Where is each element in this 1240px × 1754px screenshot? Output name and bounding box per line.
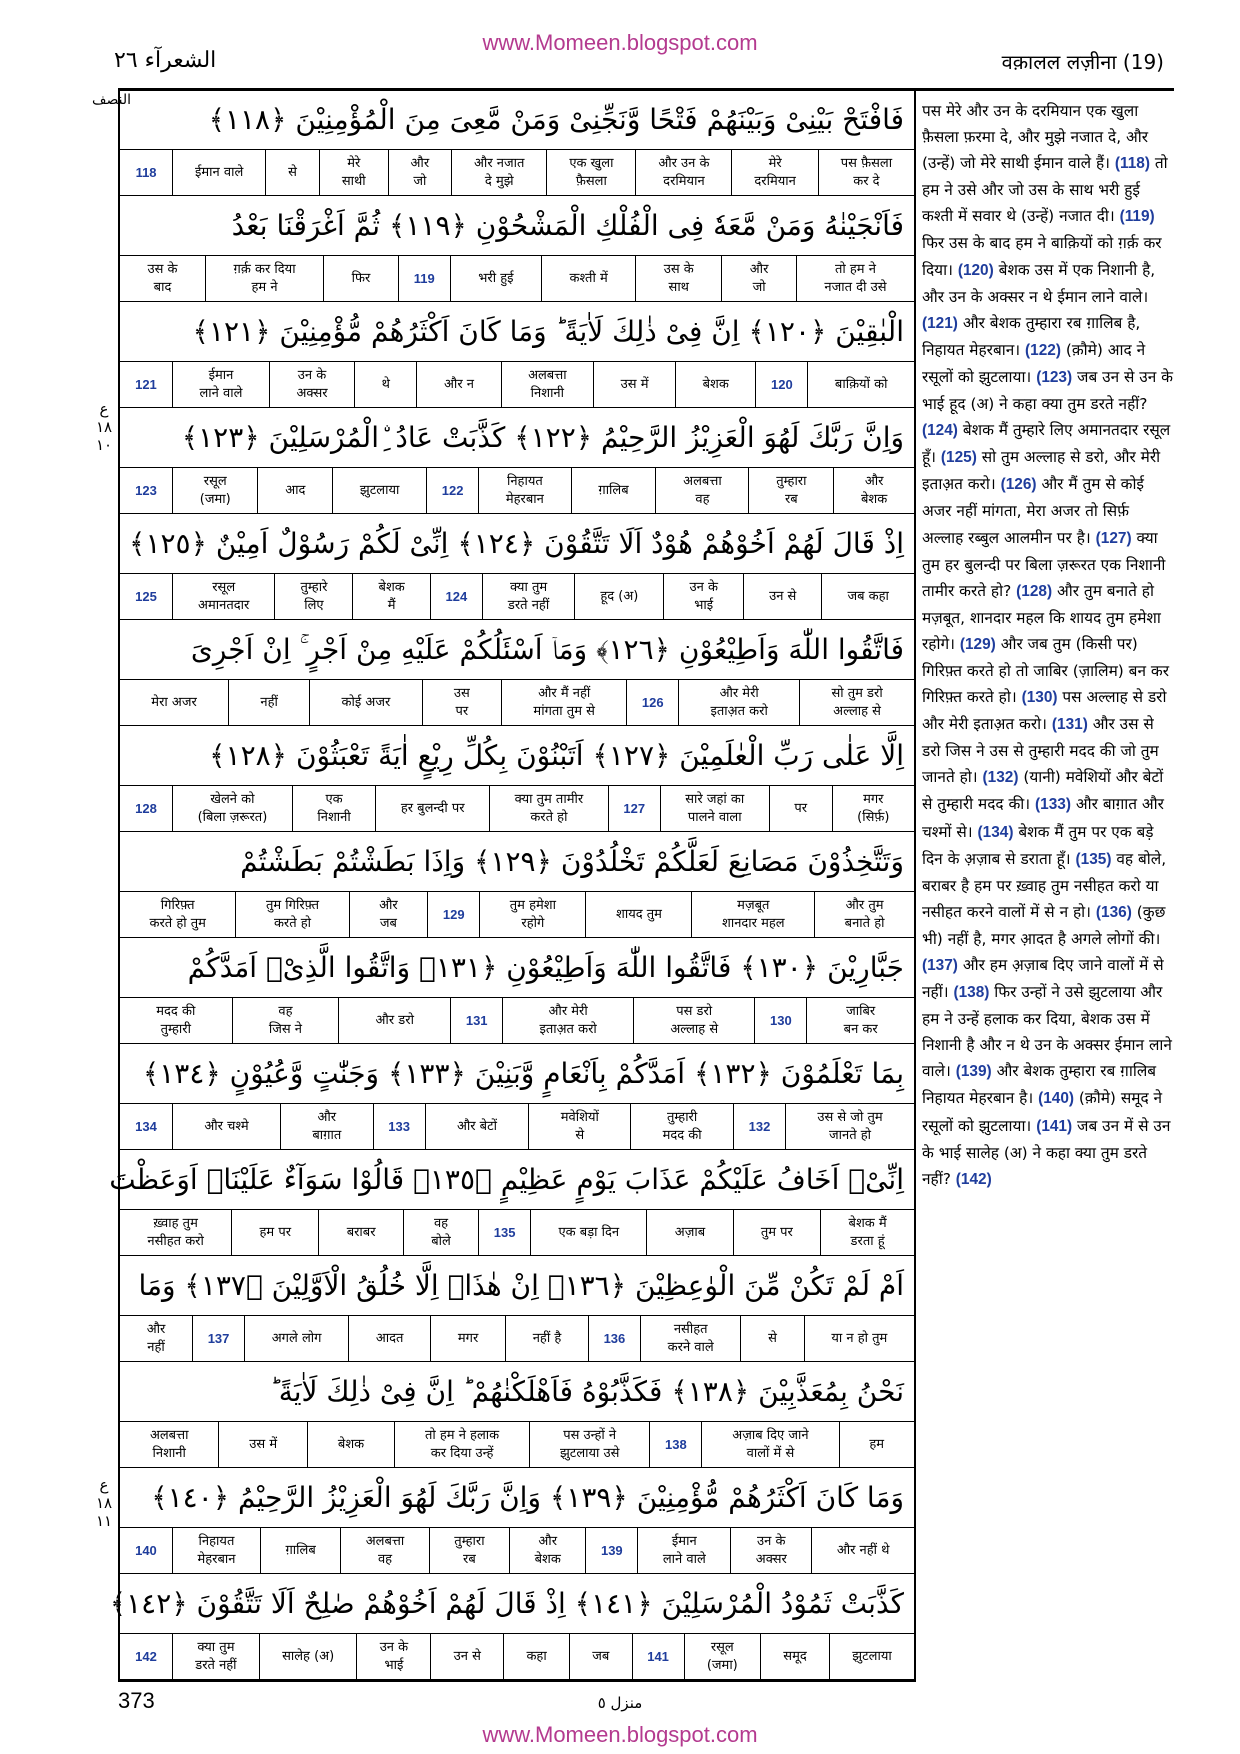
margin-note-nisf: النصف (92, 92, 132, 108)
arabic-verse-line: الْبٰقِيْنَ ﴿١٢٠﴾ اِنَّ فِىْ ذٰلِكَ لَاٰيَةً ؕ وَمَا كَانَ اَكْثَرُهُمْ مُّؤْمِنِيْنَ ﴿١٢١﴾ (192, 315, 904, 349)
word-gloss-row (120, 1315, 914, 1362)
gloss-cell: नहीं (228, 680, 309, 725)
gloss-cell: सालेह (अ) (259, 1634, 357, 1679)
gloss-cell: और उन के दरमियान (635, 150, 731, 195)
translation-verse-number: (138) (953, 984, 990, 1002)
translation-verse-number: (120) (957, 261, 994, 279)
gloss-cell: उन के अक्सर (269, 362, 354, 407)
gloss-cell: और जब (349, 892, 428, 937)
translation-verse-number: (131) (1051, 716, 1088, 734)
verse-number-cell: 121 (135, 376, 157, 392)
translation-verse-number: (119) (1119, 208, 1155, 226)
gloss-cell: रसूल (जमा) (684, 1634, 760, 1679)
verse-number-cell: 135 (478, 1210, 530, 1255)
gloss-cell: और बेशक (509, 1528, 585, 1573)
verse-number-cell: 139 (585, 1528, 637, 1573)
verse-number-cell: 123 (135, 482, 157, 498)
translation-text: पस अल्लाह से डरो और मेरी इताअ़त करो। (922, 688, 1167, 734)
translation-verse-number: (129) (959, 635, 996, 653)
arabic-verse-line: نَحْنُ بِمُعَذَّبِيْنَ ﴿١٣٨﴾ فَكَذَّبُوْهُ فَاَهْلَكْنٰهُمْ ؕ اِنَّ فِىْ ذٰلِكَ لَاٰيَةً ؕ (269, 1375, 904, 1409)
gloss-cell: बेशक मैं डरता हूं (820, 1210, 914, 1255)
gloss-cell: वह बोले (403, 1210, 478, 1255)
verse-number-cell: 141 (632, 1634, 684, 1679)
translation-text: और मैं तुम से कोई अजर नहीं मांगता, मेरा अजर तो सिर्फ़ अल्लाह रब्बुल आलमीन पर है। (922, 475, 1144, 547)
gloss-cell: ग़र्क़ कर दिया हम ने (205, 256, 323, 301)
gloss-cell: तुम हमेशा रहोगे (479, 892, 585, 937)
gloss-cell: और मेरी इताअ़त करो (678, 680, 799, 725)
gloss-cell: उस के बाद (147, 261, 178, 295)
gloss-cell: वह जिस ने (232, 998, 339, 1043)
gloss-cell: झुटलाया (829, 1634, 914, 1679)
word-gloss-row (120, 785, 914, 832)
gloss-cell: तुम गिरिफ़्त करते हो (235, 892, 348, 937)
arabic-verse-line: كَذَّبَتْ ثَمُوْدُ الْمُرْسَلِيْنَ ﴿١٤١﴾ اِذْ قَالَ لَهُمْ اَخُوْهُمْ صٰلِحٌ اَلَا تَتَّقُوْنَ ﴿١٤٢﴾ (109, 1587, 904, 1621)
site-url-bottom[interactable]: www.Momeen.blogspot.com (482, 1722, 758, 1747)
gloss-cell: और जो (721, 256, 796, 301)
translation-verse-number: (140) (1038, 1090, 1075, 1108)
verse-number-cell: 137 (192, 1316, 244, 1361)
translation-verse-number: (136) (1095, 903, 1132, 921)
word-gloss-row (120, 573, 914, 620)
translation-verse-number: (125) (940, 449, 977, 467)
site-url-top[interactable]: www.Momeen.blogspot.com (482, 30, 758, 55)
word-gloss-row (120, 679, 914, 726)
gloss-cell: तो हम ने हलाक कर दिया उन्हें (394, 1422, 529, 1467)
translation-verse-number: (133) (1035, 796, 1071, 814)
page-number: 373 (118, 1688, 155, 1713)
arabic-verse-line: وَاِنَّ رَبَّكَ لَهُوَ الْعَزِيْزُ الرَّحِيْمُ ﴿١٢٢﴾ كَذَّبَتْ عَادُ ِۨالْمُرْسَلِيْنَ ﴿١٢٣﴾ (181, 421, 904, 455)
gloss-cell: या न हो तुम (804, 1316, 914, 1361)
gloss-cell: तुम पर (733, 1210, 821, 1255)
gloss-cell: अज़ाब (646, 1210, 732, 1255)
gloss-cell: फिर (323, 256, 398, 301)
translation-text: जब उन से उन के भाई हूद (अ) ने कहा क्या तुम डरते नहीं? (922, 367, 1173, 414)
gloss-cell: पस डरो अल्लाह से (633, 998, 754, 1043)
translation-verse-number: (137) (922, 957, 958, 974)
gloss-cell: कश्ती में (541, 256, 635, 301)
translation-verse-number: (139) (955, 1063, 992, 1081)
gloss-cell: बेशक (307, 1422, 394, 1467)
gloss-cell: क्या तुम तामीर करते हो (489, 786, 608, 831)
verse-number-cell: 131 (450, 998, 502, 1043)
translation-text: वह बोले, बराबर है हम पर ख़्वाह तुम नसीहत करो या नसीहत करने वालों में से न हो। (922, 849, 1167, 921)
gloss-cell: गिरिफ़्त करते हो तुम (149, 897, 206, 931)
translation-verse-number: (134) (977, 823, 1014, 841)
translation-verse-number: (130) (1021, 689, 1058, 707)
translation-verse-number: (128) (1016, 582, 1053, 600)
translation-text: बेशक मैं तुम्हारे लिए अमानतदार रसूल हूँ। (922, 421, 1171, 467)
gloss-cell: अलबत्ता निशानी (149, 1427, 189, 1461)
translation-verse-number: (142) (955, 1170, 992, 1188)
gloss-cell: अलबत्ता निशानी (501, 362, 594, 407)
gloss-cell: खेलने को (बिला ज़रूरत) (172, 786, 292, 831)
gloss-cell: उन से (430, 1634, 503, 1679)
arabic-verse-line: فَاتَّقُوا اللّٰهَ وَاَطِيْعُوْنِ ﴿١٢٦﴾ وَمَاۤ اَسْئَلُكُمْ عَلَيْهِ مِنْ اَجْرٍ ۚ اِنْ اَجْرِىَ (190, 632, 904, 666)
gloss-cell: उस पर (422, 680, 502, 725)
gloss-cell: बाक़ियों को (807, 362, 914, 407)
margin-ruku-marker-2: ع ١٨ ١١ (95, 1476, 113, 1530)
word-gloss-row (120, 891, 914, 938)
gloss-cell: उस के साथ (635, 256, 721, 301)
word-gloss-row (120, 1527, 914, 1574)
verse-number-cell: 119 (398, 256, 450, 301)
translation-verse-number: (132) (982, 769, 1019, 787)
page-header-hindi: الشعرآء ٢٦ (114, 48, 217, 73)
verse-number-cell: 120 (755, 362, 807, 407)
translation-verse-number: (127) (1095, 529, 1132, 547)
gloss-cell: से (740, 1316, 803, 1361)
translation-text: (कुछ भी) नहीं है, मगर आ़दत है अगले लोगों की। (922, 902, 1166, 948)
page-header-title: वक़ालल लज़ीना (19) (1001, 50, 1164, 74)
gloss-cell: और मेरी इताअ़त करो (502, 998, 633, 1043)
translation-verse-number: (126) (1000, 476, 1037, 494)
gloss-cell: मगर (सिर्फ़) (832, 786, 914, 831)
gloss-cell: मेरे दरमियान (731, 150, 817, 195)
gloss-cell: समूद (760, 1634, 829, 1679)
gloss-cell: हर बुलन्दी पर (375, 786, 489, 831)
verse-number-cell: 138 (649, 1422, 701, 1467)
verse-number-cell: 129 (427, 892, 479, 937)
gloss-cell: कोई अजर (309, 680, 421, 725)
gloss-cell: अज़ाब दिए जाने वालों में से (701, 1422, 838, 1467)
gloss-cell: नसीहत करने वाले (640, 1316, 740, 1361)
gloss-cell: तुम्हारा रब (748, 468, 833, 513)
verse-number-cell: 134 (135, 1118, 157, 1134)
translation-verse-number: (121) (922, 314, 958, 332)
translation-text: जब उन में से उन के भाई सालेह (अ) ने कहा क्या तुम डरते नहीं? (922, 1116, 1171, 1188)
gloss-cell: ग़ालिब (571, 468, 656, 513)
verse-number-cell: 126 (626, 680, 678, 725)
translation-verse (922, 102, 1155, 172)
gloss-cell: उन से (743, 574, 821, 619)
word-gloss-row (120, 997, 914, 1044)
gloss-cell: पस उन्हों ने झुटलाया उसे (529, 1422, 649, 1467)
gloss-cell: हूद (अ) (574, 574, 663, 619)
word-gloss-row (120, 149, 914, 196)
gloss-cell: जब कहा (821, 574, 914, 619)
gloss-cell: कहा (503, 1634, 569, 1679)
gloss-cell: भरी हुई (450, 256, 541, 301)
translation-text: तो हम ने उसे और जो उस के साथ भरी हुई कश्ती में सवार थे (उन्हें) नजात दी। (922, 154, 1168, 226)
arabic-verse-line: اَمْ لَمْ تَكُنْ مِّنَ الْوٰعِظِيْنَ ﴿١٣٦﴾ اِنْ هٰذَاۤ اِلَّا خُلُقُ الْاَوَّلِيْنَ ﴿١٣٧﴾ وَمَا (138, 1269, 904, 1303)
gloss-cell: एक बड़ा दिन (530, 1210, 646, 1255)
gloss-cell: और नहीं (146, 1321, 166, 1355)
verse-number-cell: 124 (430, 574, 482, 619)
verse-number-cell: 125 (135, 588, 157, 604)
gloss-cell: ईमान लाने वाले (637, 1528, 730, 1573)
gloss-cell: रसूल (जमा) (172, 468, 257, 513)
gloss-cell: बेशक (675, 362, 755, 407)
translation-text: और बेशक तुम्हारा रब ग़ालिब है, निहायत मेहरबान। (922, 313, 1141, 359)
word-gloss-row (120, 1421, 914, 1468)
gloss-cell: पर (769, 786, 832, 831)
gloss-cell: आदत (348, 1316, 430, 1361)
arabic-verse-line: وَتَتَّخِذُوْنَ مَصَانِعَ لَعَلَّكُمْ تَخْلُدُوْنَ ﴿١٢٩﴾ وَاِذَا بَطَشْتُمْ بَطَشْتُمْ (240, 845, 904, 879)
verse-number-cell: 130 (754, 998, 806, 1043)
translation-text: और जब तुम (किसी पर) गिरिफ़्त करते हो तो जाबिर (ज़ालिम) बन कर गिरिफ़्त करते हो। (922, 634, 1170, 707)
gloss-cell: मेरे साथी (319, 150, 388, 195)
translation-text: और हम अ़ज़ाब दिए जाने वालों में से नहीं। (922, 956, 1164, 1002)
gloss-cell: अलबत्ता वह (655, 468, 748, 513)
verse-number-cell: 132 (733, 1104, 785, 1149)
translation-column (922, 98, 1174, 1678)
gloss-cell: निहायत मेहरबान (172, 1528, 260, 1573)
gloss-cell: उन के अक्सर (730, 1528, 811, 1573)
translation-text: क्या तुम हर बुलन्दी पर बिला ज़रूरत एक निशानी तामीर करते हो? (922, 528, 1166, 600)
translation-verse-number: (118) (1114, 155, 1150, 173)
arabic-verse-line: جَبَّارِيْنَ ﴿١٣٠﴾ فَاتَّقُوا اللّٰهَ وَاَطِيْعُوْنِ ﴿١٣١﴾ وَاتَّقُوا الَّذِىْۤ اَمَدَّكُمْ (187, 951, 904, 985)
gloss-cell: थे (354, 362, 416, 407)
manzil-label: منزل ٥ (597, 1694, 643, 1712)
gloss-cell: और नहीं थे (811, 1528, 914, 1573)
gloss-cell: निहायत मेहरबान (478, 468, 571, 513)
gloss-cell: आद (257, 468, 332, 513)
arabic-verse-line: اِنِّىْۤ اَخَافُ عَلَيْكُمْ عَذَابَ يَوْمٍ عَظِيْمٍ ﴿١٣٥﴾ قَالُوْا سَوَآءٌ عَلَيْنَاۤ اَوَعَظْتَ (109, 1163, 904, 1197)
verse-number-cell: 122 (426, 468, 478, 513)
verse-number-cell: 136 (588, 1316, 640, 1361)
gloss-cell: एक खुला फ़ैसला (546, 150, 635, 195)
gloss-cell: और बेटों (425, 1104, 529, 1149)
verse-number-cell: 118 (135, 164, 157, 180)
gloss-cell: मदद की तुम्हारी (156, 1003, 196, 1037)
gloss-cell: ईमान वाले (172, 150, 265, 195)
translation-text: (क़ौमे) समूद ने रसूलों को झुटलाया। (922, 1089, 1163, 1135)
arabic-verse-line: فَافْتَحْ بَيْنِىْ وَبَيْنَهُمْ فَتْحًا وَّنَجِّنِىْ وَمَنْ مَّعِىَ مِنَ الْمُؤْمِنِيْنَ ﴿١١٨﴾ (208, 103, 904, 137)
word-gloss-row (120, 1633, 914, 1680)
gloss-cell: रसूल अमानतदार (172, 574, 274, 619)
word-gloss-row (120, 1103, 914, 1150)
verse-number-cell: 142 (135, 1648, 157, 1664)
gloss-cell: और नजात दे मुझे (451, 150, 546, 195)
translation-text: बेशक उस में एक निशानी है, और उन के अक्सर न थे ईमान लाने वाले। (922, 260, 1156, 306)
gloss-cell: और जो (388, 150, 452, 195)
gloss-cell: बराबर (318, 1210, 403, 1255)
word-gloss-row (120, 1209, 914, 1256)
translation-text: पस मेरे और उन के दरमियान एक खुला फ़ैसला फ़रमा दे, और मुझे नजात दे, और (उन्हें) जो मेरे साथी ईमान वाले हैं। (922, 102, 1149, 173)
gloss-cell: क्या तुम डरते नहीं (172, 1634, 259, 1679)
gloss-cell: झुटलाया (332, 468, 426, 513)
translation-verse-number: (124) (922, 422, 958, 440)
gloss-cell: हम पर (231, 1210, 318, 1255)
gloss-cell: उन के भाई (356, 1634, 430, 1679)
gloss-cell: एक निशानी (292, 786, 375, 831)
gloss-cell: और चश्मे (172, 1104, 280, 1149)
word-gloss-row (120, 361, 914, 408)
translation-verse-number: (135) (1075, 850, 1112, 868)
gloss-cell: तो हम ने नजात दी उसे (796, 256, 914, 301)
translation-text: (यानी) मवेशियों और बेटों से तुम्हारी मदद की। (922, 768, 1164, 814)
gloss-cell: से (265, 150, 319, 195)
translation-text: और बेशक तुम्हारा रब ग़ालिब निहायत मेहरबान है। (922, 1062, 1157, 1108)
gloss-cell: उस में (593, 362, 675, 407)
arabic-verse-line: وَمَا كَانَ اَكْثَرُهُمْ مُّؤْمِنِيْنَ ﴿١٣٩﴾ وَاِنَّ رَبَّكَ لَهُوَ الْعَزِيْزُ الرَّحِيْمُ ﴿١٤٠﴾ (151, 1481, 904, 1515)
translation-text: बेशक मैं तुम पर एक बड़े दिन के अ़ज़ाब से डराता हूँ। (922, 822, 1154, 868)
verse-number-cell: 133 (373, 1104, 425, 1149)
gloss-cell: उस से जो तुम जानते हो (785, 1104, 914, 1149)
translation-text: और बाग़ात और चश्मों से। (922, 795, 1164, 841)
translation-verse-number: (123) (1036, 368, 1073, 386)
gloss-cell: तुम्हारी मदद की (630, 1104, 733, 1149)
gloss-cell: और बाग़ात (280, 1104, 373, 1149)
translation-text: (क़ौमे) आद ने रसूलों को झुटलाया। (922, 340, 1146, 386)
arabic-verse-line: بِمَا تَعْلَمُوْنَ ﴿١٣٢﴾ اَمَدَّكُمْ بِاَنْعَامٍ وَّبَنِيْنَ ﴿١٣٣﴾ وَجَنّٰتٍ وَّعُيُوْنٍ ﴿١٣٤﴾ (142, 1057, 904, 1091)
arabic-verse-line: اِذْ قَالَ لَهُمْ اَخُوْهُمْ هُوْدٌ اَلَا تَتَّقُوْنَ ﴿١٢٤﴾ اِنِّىْ لَكُمْ رَسُوْلٌ اَمِيْنٌ ﴿١٢٥﴾ (129, 527, 904, 561)
gloss-cell: अगले लोग (244, 1316, 348, 1361)
gloss-cell: मज़बूत शानदार महल (691, 892, 814, 937)
arabic-verse-line: فَاَنْجَيْنٰهُ وَمَنْ مَّعَهٗ فِى الْفُلْكِ الْمَشْحُوْنِ ﴿١١٩﴾ ثُمَّ اَغْرَقْنَا بَعْدُ (231, 209, 904, 243)
gloss-cell: और बेशक (833, 468, 914, 513)
gloss-cell: मगर (430, 1316, 505, 1361)
gloss-cell: और मैं नहीं मांगता तुम से (501, 680, 626, 725)
gloss-cell: उन के भाई (663, 574, 743, 619)
gloss-cell: उस में (218, 1422, 307, 1467)
margin-ruku-marker-1: ع ١٨ ١٠ (95, 400, 113, 454)
gloss-cell: जाबिर बन कर (806, 998, 914, 1043)
gloss-cell: और तुम बनाते हो (814, 892, 914, 937)
translation-text: और तुम बनाते हो मज़बूत, शानदार महल कि शायद तुम हमेशा रहोगे। (922, 581, 1161, 653)
word-gloss-row (120, 255, 914, 302)
gloss-cell: बेशक मैं (352, 574, 429, 619)
gloss-cell: सो तुम डरो अल्लाह से (799, 680, 914, 725)
arabic-verse-line: اِلَّا عَلٰى رَبِّ الْعٰلَمِيْنَ ﴿١٢٧﴾ اَتَبْنُوْنَ بِكُلِّ رِيْعٍ اٰيَةً تَعْبَثُوْنَ ﴿١٢٨﴾ (209, 739, 904, 773)
verse-number-cell: 140 (135, 1542, 157, 1558)
gloss-cell: ख़्वाह तुम नसीहत करो (147, 1215, 204, 1249)
gloss-cell: हम (839, 1422, 915, 1467)
gloss-cell: पस फ़ैसला कर दे (818, 150, 914, 195)
gloss-cell: तुम्हारा रब (429, 1528, 509, 1573)
gloss-cell: जब (569, 1634, 632, 1679)
gloss-cell: और न (416, 362, 500, 407)
translation-text: और उस से डरो जिस ने उस से तुम्हारी मदद की जो तुम जानते हो। (922, 715, 1159, 787)
gloss-cell: और डरो (338, 998, 450, 1043)
gloss-cell: ग़ालिब (260, 1528, 340, 1573)
word-gloss-row (120, 467, 914, 514)
verse-number-cell: 128 (135, 800, 157, 816)
gloss-cell: मवेशियों से (528, 1104, 630, 1149)
gloss-cell: मेरा अजर (151, 694, 197, 710)
translation-text: फिर उन्हों ने उसे झुटलाया और हम ने उन्हें हलाक कर दिया, बेशक उस में निशानी है और न थे उन के अक्सर ईमान लाने वाले। (922, 983, 1172, 1081)
gloss-cell: शायद तुम (585, 892, 691, 937)
gloss-cell: अलबत्ता वह (340, 1528, 429, 1573)
gloss-cell: तुम्हारे लिए (274, 574, 352, 619)
gloss-cell: नहीं है (505, 1316, 588, 1361)
translation-text: फिर उस के बाद हम ने बाक़ियों को ग़र्क़ कर दिया। (922, 234, 1162, 279)
gloss-cell: ईमान लाने वाले (172, 362, 269, 407)
translation-verse-number: (122) (1025, 341, 1061, 359)
verse-number-cell: 127 (608, 786, 660, 831)
gloss-cell: क्या तुम डरते नहीं (482, 574, 574, 619)
translation-text: सो तुम अल्लाह से डरो, और मेरी इताअ़त करो। (922, 448, 1161, 494)
translation-verse-number: (141) (1036, 1117, 1073, 1135)
gloss-cell: सारे जहां का पालने वाला (660, 786, 769, 831)
